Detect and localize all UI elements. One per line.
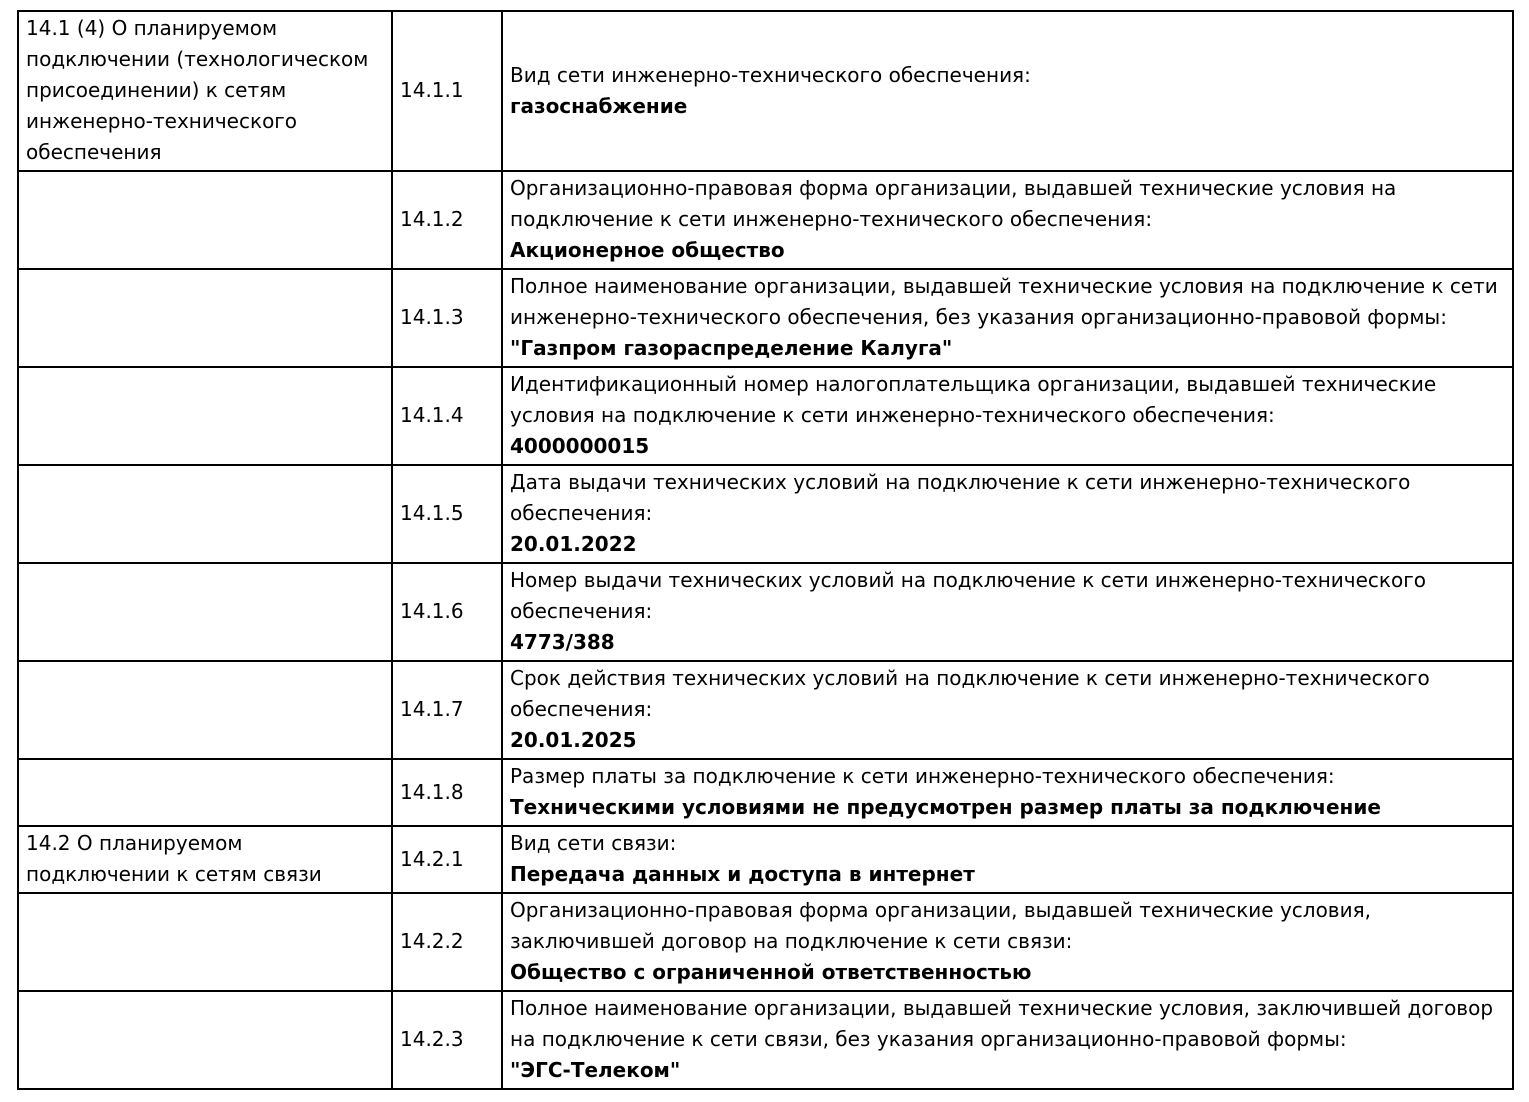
field-value: 20.01.2025 xyxy=(510,728,637,752)
field-value: "Газпром газораспределение Калуга" xyxy=(510,336,953,360)
table-row xyxy=(18,759,1513,826)
section-cell xyxy=(18,269,392,367)
item-number: 14.1.2 xyxy=(392,171,502,269)
item-number: 14.1.6 xyxy=(392,563,502,661)
field-label: Вид сети связи: xyxy=(510,831,677,855)
content-cell xyxy=(502,991,1513,1089)
field-label: Идентификационный номер налогоплательщика организации, выдавшей технические условия на подключение к сети инженерно-технического обеспечения: xyxy=(510,372,1437,427)
table-row xyxy=(18,11,1513,171)
content-cell xyxy=(502,826,1513,893)
item-number: 14.1.3 xyxy=(392,269,502,367)
field-value: Техническими условиями не предусмотрен размер платы за подключение xyxy=(510,795,1381,819)
field-value: Передача данных и доступа в интернет xyxy=(510,862,975,886)
table-row xyxy=(18,465,1513,563)
item-number: 14.1.1 xyxy=(392,11,502,171)
table-row xyxy=(18,661,1513,759)
field-value: "ЭГС-Телеком" xyxy=(510,1058,681,1082)
section-cell xyxy=(18,661,392,759)
section-cell xyxy=(18,563,392,661)
field-value: 20.01.2022 xyxy=(510,532,637,556)
field-label: Организационно-правовая форма организации, выдавшей технические условия, заключившей договор на подключение к сети связи: xyxy=(510,898,1371,953)
table-row xyxy=(18,269,1513,367)
item-number: 14.1.5 xyxy=(392,465,502,563)
field-label: Организационно-правовая форма организации, выдавшей технические условия на подключение к сети инженерно-технического обеспечения: xyxy=(510,176,1397,231)
section-cell xyxy=(18,893,392,991)
field-value: газоснабжение xyxy=(510,93,688,118)
project-declaration-table xyxy=(17,10,1514,1090)
section-cell xyxy=(18,991,392,1089)
content-cell xyxy=(502,465,1513,563)
item-number: 14.2.3 xyxy=(392,991,502,1089)
field-value: Акционерное общество xyxy=(510,238,785,262)
content-cell xyxy=(502,759,1513,826)
section-cell xyxy=(18,759,392,826)
item-number: 14.2.2 xyxy=(392,893,502,991)
field-label: Срок действия технических условий на подключение к сети инженерно-технического обеспечения: xyxy=(510,666,1430,721)
section-cell: 14.1 (4) О планируемом подключении (технологическом присоединении) к сетям инженерно-технического обеспечения xyxy=(18,11,392,171)
field-value: 4000000015 xyxy=(510,434,650,458)
content-cell xyxy=(502,11,1513,171)
item-number: 14.1.4 xyxy=(392,367,502,465)
table-row xyxy=(18,893,1513,991)
table-row xyxy=(18,171,1513,269)
table-row xyxy=(18,826,1513,893)
item-number: 14.2.1 xyxy=(392,826,502,893)
field-label: Полное наименование организации, выдавшей технические условия, заключившей договор на подключение к сети связи, без указания организационно-правовой формы: xyxy=(510,996,1494,1051)
item-number: 14.1.7 xyxy=(392,661,502,759)
field-label: Полное наименование организации, выдавшей технические условия на подключение к сети инженерно-технического обеспечения, без указания организационно-правовой формы: xyxy=(510,274,1498,329)
table-row xyxy=(18,367,1513,465)
field-value: Общество с ограниченной ответственностью xyxy=(510,960,1032,984)
content-cell xyxy=(502,563,1513,661)
section-cell xyxy=(18,367,392,465)
section-cell: 14.2 О планируемом подключении к сетям связи xyxy=(18,826,392,893)
field-label: Номер выдачи технических условий на подключение к сети инженерно-технического обеспечения: xyxy=(510,568,1426,623)
table-row xyxy=(18,991,1513,1089)
field-label: Вид сети инженерно-технического обеспечения: xyxy=(510,62,1031,87)
content-cell xyxy=(502,269,1513,367)
field-label: Размер платы за подключение к сети инженерно-технического обеспечения: xyxy=(510,764,1335,788)
content-cell xyxy=(502,367,1513,465)
content-cell xyxy=(502,661,1513,759)
field-value: 4773/388 xyxy=(510,630,615,654)
content-cell xyxy=(502,171,1513,269)
table-row xyxy=(18,563,1513,661)
section-cell xyxy=(18,171,392,269)
field-label: Дата выдачи технических условий на подключение к сети инженерно-технического обеспечения: xyxy=(510,470,1411,525)
section-cell xyxy=(18,465,392,563)
content-cell xyxy=(502,893,1513,991)
item-number: 14.1.8 xyxy=(392,759,502,826)
